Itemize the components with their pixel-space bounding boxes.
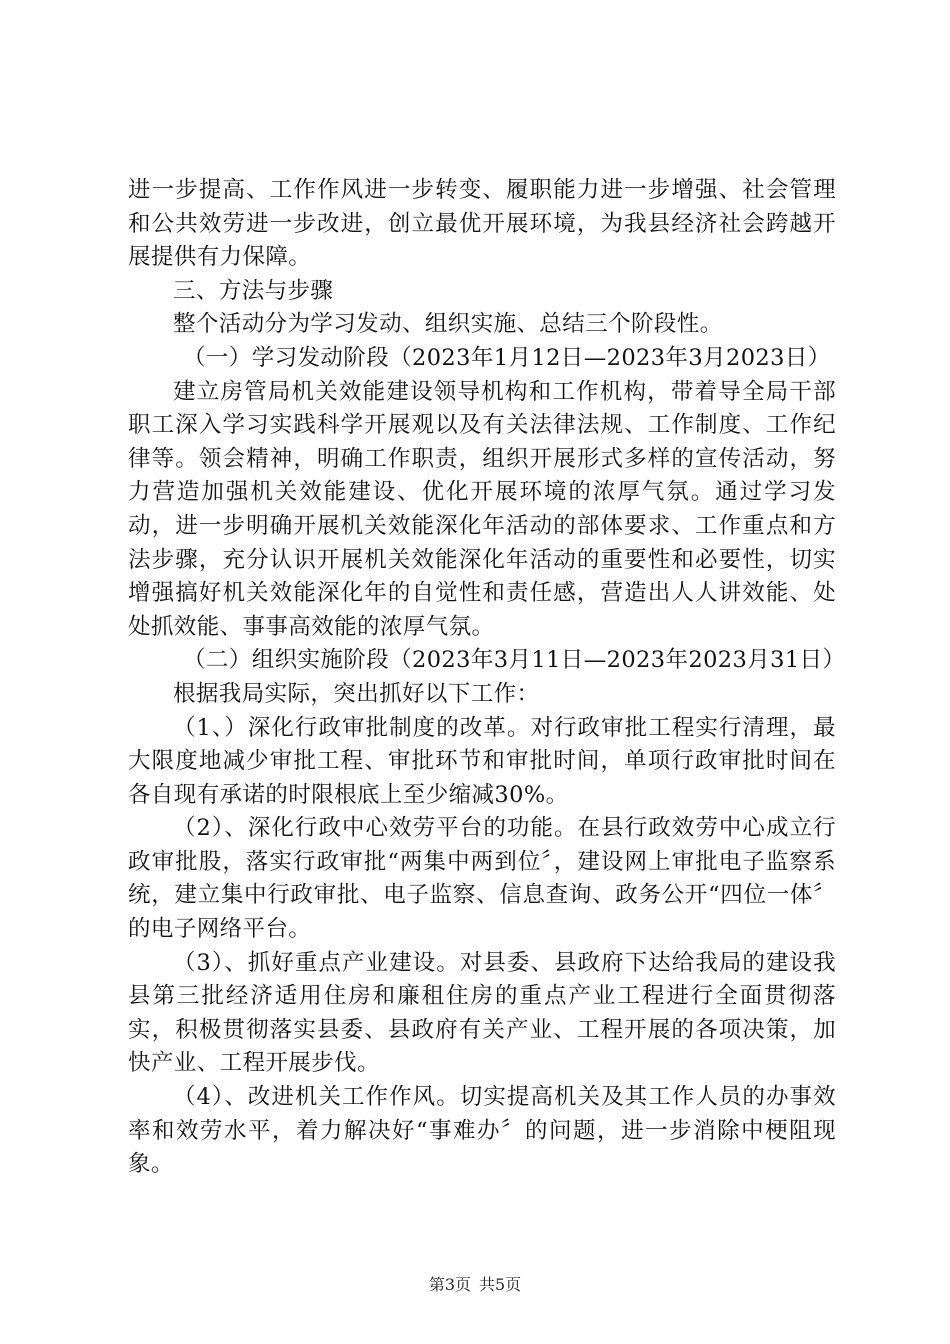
paragraph-tasks-intro: 根据我局实际，突出抓好以下工作： (173, 680, 540, 707)
document-body (128, 174, 846, 1182)
list-item-task-4: （4）、改进机关工作作风。切实提高机关及其工作人员的办事效率和效劳水平，着力解决好“事难办〞的问题，进一步消除中梗阻现象。 (128, 1084, 836, 1178)
page-number: 第3页 (428, 1275, 471, 1294)
page-footer (0, 1272, 950, 1295)
subheading-phase-one: （一）学习发动阶段（2023年1月12日—2023年3月2023日） (183, 344, 831, 371)
list-item-task-2: （2）、深化行政中心效劳平台的功能。在县行政效劳中心成立行政审批股，落实行政审批“两集中两到位〞，建设网上审批电子监察系统，建立集中行政审批、电子监察、信息查询、政务公开“四位一体〞的电子网络平台。 (128, 815, 836, 943)
paragraph-overview: 整个活动分为学习发动、组织实施、总结三个阶段性。 (173, 311, 723, 338)
paragraph-phase-one: 建立房管局机关效能建设领导机构和工作机构，带着导全局干部职工深入学习实践科学开展观以及有关法律法规、工作制度、工作纪律等。领会精神，明确工作职责，组织开展形式多样的宣传活动，努力营造加强机关效能建设、优化开展环境的浓厚气氛。通过学习发动，进一步明确开展机关效能深化年活动的部体要求、工作重点和方法步骤，充分认识开展机关效能深化年活动的重要性和必要性，切实增强搞好机关效能深化年的自觉性和责任感，营造出人人讲效能、处处抓效能、事事高效能的浓厚气氛。 (128, 378, 836, 640)
section-heading-methods: 三、方法与步骤 (173, 277, 334, 304)
page-total: 共5页 (479, 1275, 522, 1294)
list-item-task-1: （1、）深化行政审批制度的改革。对行政审批工程实行清理，最大限度地减少审批工程、审批环节和审批时间，单项行政审批时间在各自现有承诺的时限根底上至少缩减30%。 (128, 714, 836, 808)
subheading-phase-two: （二）组织实施阶段（2023年3月11日—2023年2023月31日） (183, 647, 846, 674)
paragraph-continuation: 进一步提高、工作作风进一步转变、履职能力进一步增强、社会管理和公共效劳进一步改进，创立最优开展环境，为我县经济社会跨越开展提供有力保障。 (128, 177, 836, 271)
list-item-task-3: （3）、抓好重点产业建设。对县委、县政府下达给我局的建设我县第三批经济适用住房和廉租住房的重点产业工程进行全面贯彻落实，积极贯彻落实县委、县政府有关产业、工程开展的各项决策，加快产业、工程开展步伐。 (128, 949, 836, 1077)
